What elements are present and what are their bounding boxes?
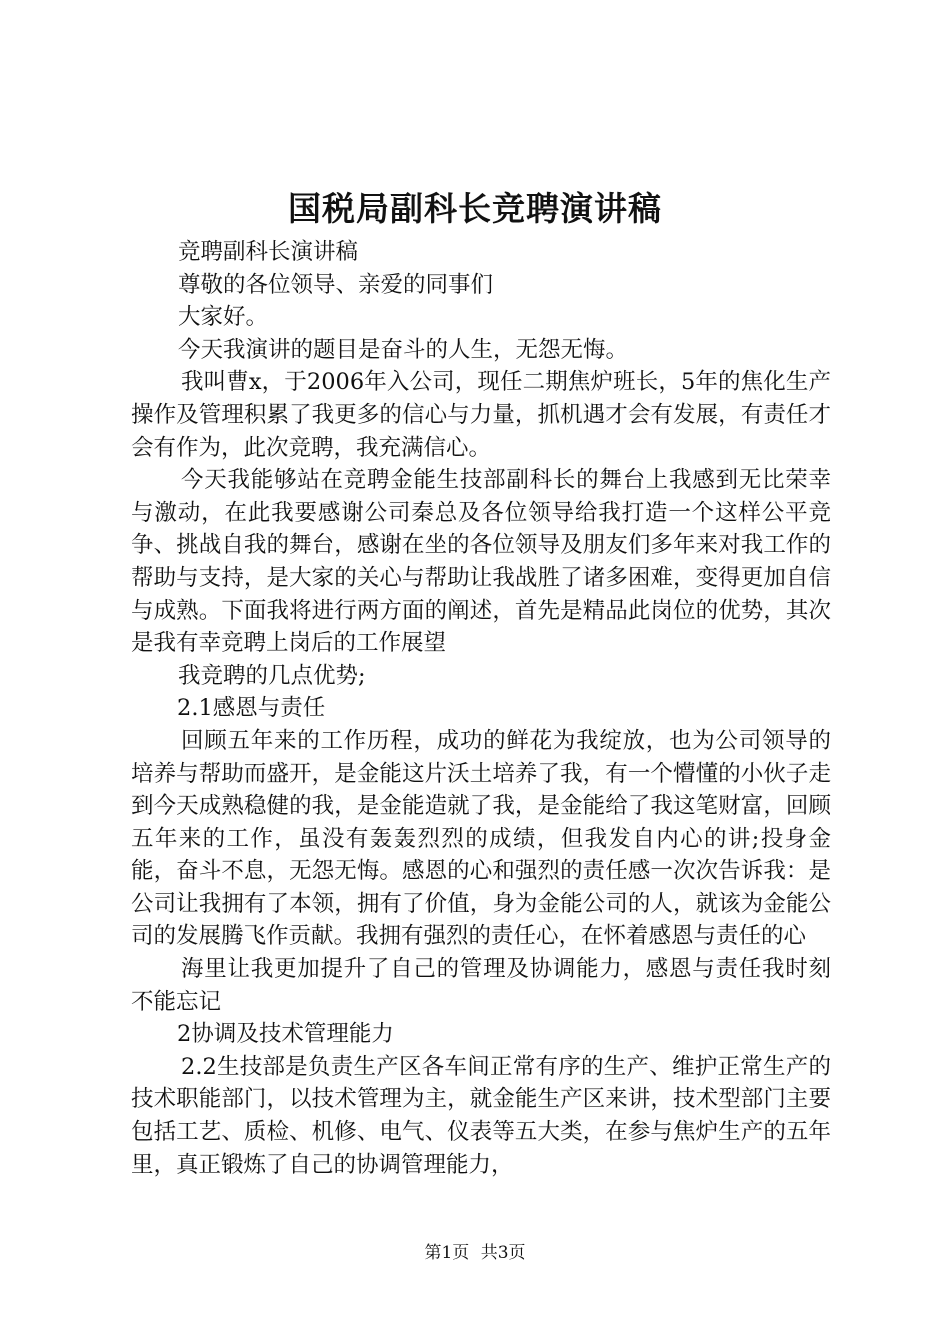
paragraph: 2.2生技部是负责生产区各车间正常有序的生产、维护正常生产的技术职能部门，以技术管理为主，就金能生产区来讲，技术型部门主要包括工艺、质检、机修、电气、仪表等五大类，在参与焦炉生产的五年里，真正锻炼了自己的协调管理能力， [131, 1053, 831, 1178]
paragraph: 回顾五年来的工作历程，成功的鲜花为我绽放，也为公司领导的培养与帮助而盛开，是金能这片沃土培养了我，有一个懵懂的小伙子走到今天成熟稳健的我，是金能造就了我，是金能给了我这笔财富，回顾五年来的工作，虽没有轰轰烈烈的成绩，但我发自内心的讲;投身金能，奋斗不息，无怨无悔。感恩的心和强烈的责任感一次次告诉我：是公司让我拥有了本领，拥有了价值，身为金能公司的人，就该为金能公司的发展腾飞作贡献。我拥有强烈的责任心，在怀着感恩与责任的心 [131, 727, 831, 950]
paragraph: 2.1感恩与责任 [177, 695, 326, 722]
paragraph: 今天我演讲的题目是奋斗的人生，无怨无悔。 [178, 336, 629, 363]
paragraph: 今天我能够站在竞聘金能生技部副科长的舞台上我感到无比荣幸与激动，在此我要感谢公司秦总及各位领导给我打造一个这样公平竞争、挑战自我的舞台，感谢在坐的各位领导及朋友们多年来对我工作的帮助与支持，是大家的关心与帮助让我战胜了诸多困难，变得更加自信与成熟。下面我将进行两方面的阐述，首先是精品此岗位的优势，其次是我有幸竞聘上岗后的工作展望 [131, 467, 831, 657]
paragraph: 我竞聘的几点优势; [178, 662, 366, 689]
document-title: 国税局副科长竞聘演讲稿 [288, 189, 662, 228]
document-body [131, 236, 831, 1181]
paragraph: 尊敬的各位领导、亲爱的同事们 [178, 271, 494, 298]
paragraph: 海里让我更加提升了自己的管理及协调能力，感恩与责任我时刻不能忘记 [131, 956, 831, 1015]
page-footer: 第1页 共3页 [424, 1243, 526, 1263]
paragraph: 大家好。 [178, 304, 269, 331]
paragraph: 我叫曹x，于2006年入公司，现任二期焦炉班长，5年的焦化生产操作及管理积累了我更多的信心与力量，抓机遇才会有发展，有责任才会有作为，此次竞聘，我充满信心。 [131, 369, 831, 461]
paragraph: 竞聘副科长演讲稿 [178, 239, 359, 265]
paragraph: 2协调及技术管理能力 [177, 1021, 394, 1048]
